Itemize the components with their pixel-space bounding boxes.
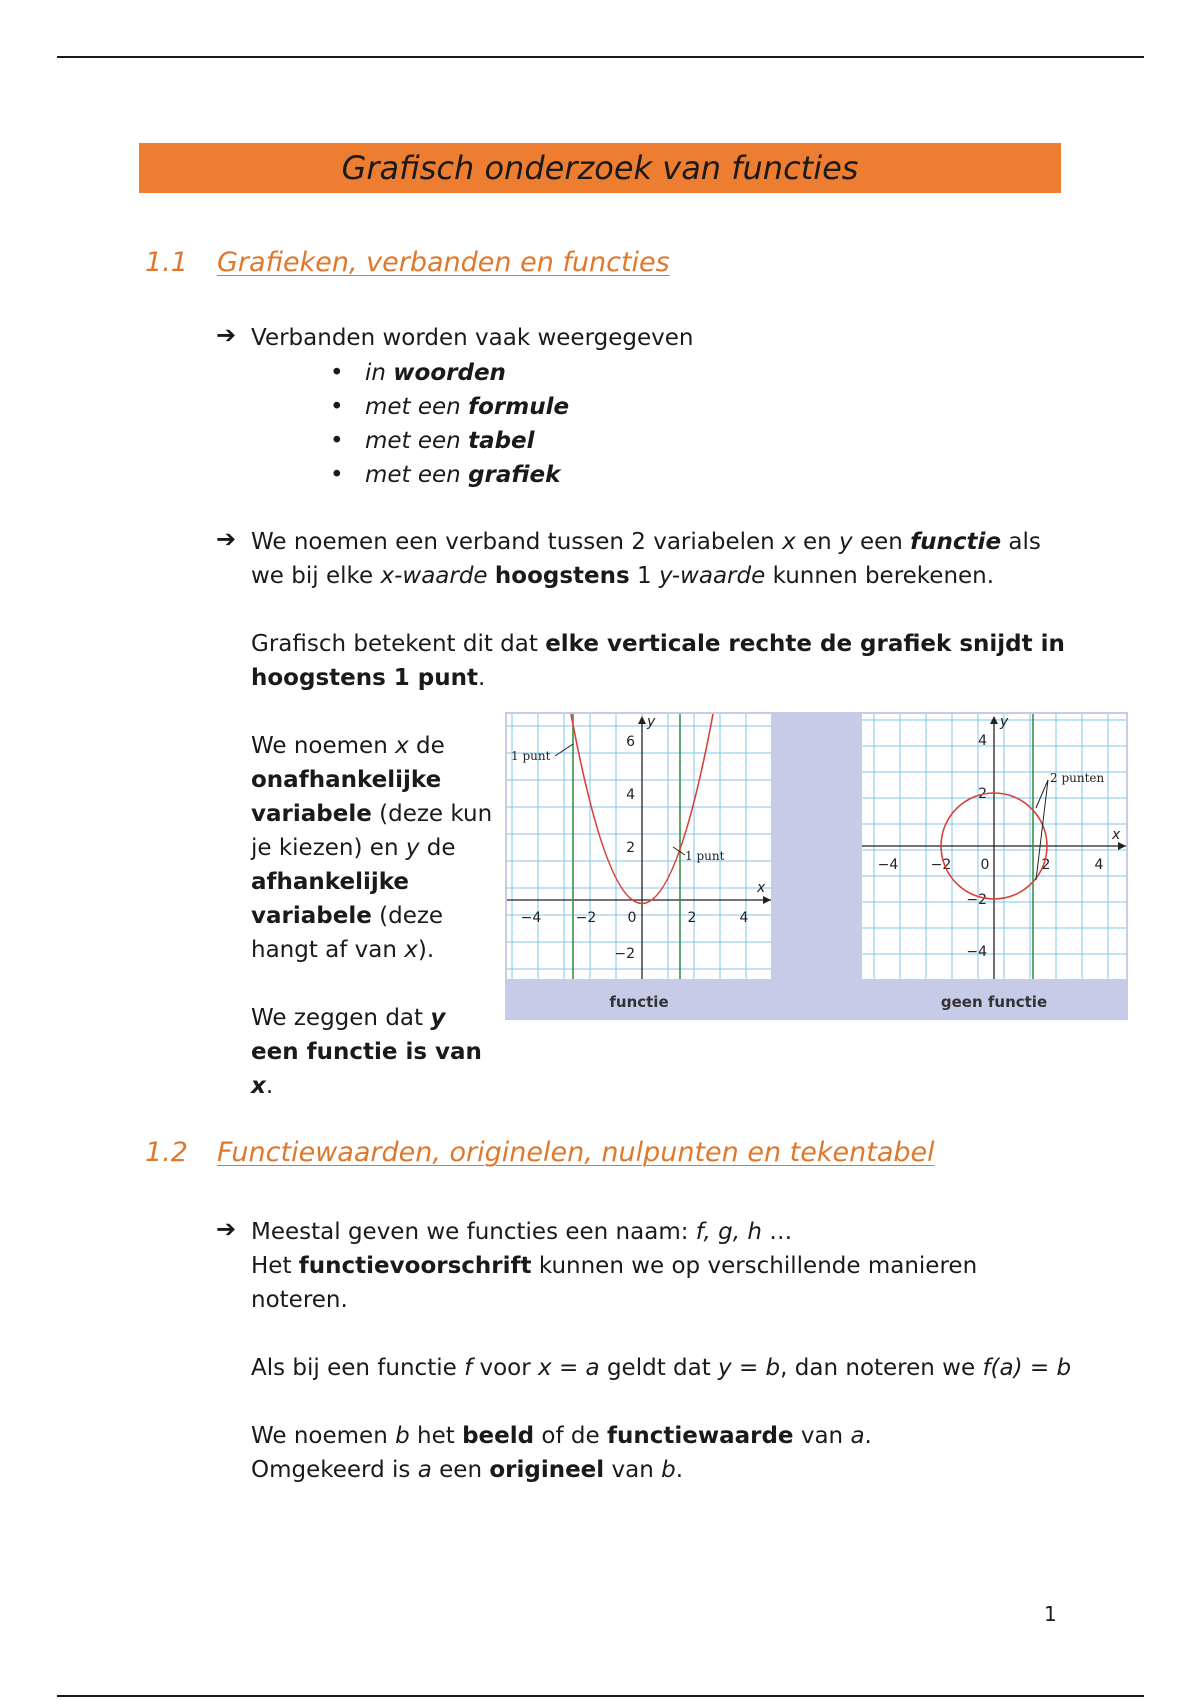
top-rule [57,56,1144,58]
y-tick: 2 [626,840,635,856]
caption-geen-functie: geen functie [940,993,1048,1011]
annotation-1-punt: 1 punt [685,849,725,863]
x-tick: −2 [575,910,597,926]
image-original-definition: We noemen b het beeld of de functiewaarde van a. Omgekeerd is a een origineel van b. [251,1423,872,1483]
graphical-meaning: Grafisch betekent dit dat elke verticale rechte de grafiek snijdt in hoogstens 1 punt. [251,631,1065,691]
intro-text: Verbanden worden vaak weergegeven [251,325,694,351]
y-tick: 6 [626,734,635,750]
section-title: Functiewaarden, originelen, nulpunten en tekentabel [217,1137,935,1168]
x-axis-label: x [757,880,766,896]
function-graphs-figure [505,712,1128,1020]
graph-geen-functie [862,714,1126,979]
arrow-icon: ➔ [216,1215,237,1243]
y-axis-label: y [1000,714,1009,730]
x-tick: −4 [520,910,542,926]
x-tick: −4 [877,857,899,873]
x-tick: 2 [1041,857,1051,873]
caption-functie: functie [609,993,669,1011]
bottom-rule [57,1695,1144,1697]
arrow-icon: ➔ [216,525,237,553]
list-item: • in woorden [330,356,569,390]
y-tick: 2 [978,786,987,802]
list-item: • met een formule [330,390,569,424]
representation-list [330,356,569,492]
section-heading-1-2 [145,1137,935,1168]
x-axis-label: x [1112,827,1121,843]
arrow-icon: ➔ [216,321,237,349]
y-tick: −2 [614,946,635,962]
variables-explanation: We noemen x de onafhankelijke variabele (deze kun je kiezen) en y de afhankelijke variabele (deze hangt af van x). [251,733,493,963]
x-tick: 2 [687,910,697,926]
y-tick: −2 [966,892,987,908]
section-title: Grafieken, verbanden en functies [217,247,670,278]
x-tick: −2 [930,857,952,873]
x-tick: 0 [980,857,990,873]
section-number: 1.1 [145,247,188,278]
y-tick: −4 [966,944,987,960]
y-axis-label: y [647,714,656,730]
function-definition: We noemen een verband tussen 2 variabelen x en y een functie als we bij elke x-waarde hoogstens 1 y-waarde kunnen berekenen. [251,529,1041,589]
section-number: 1.2 [145,1137,188,1168]
x-tick: 0 [627,910,637,926]
x-tick: 4 [739,910,749,926]
section-heading-1-1 [145,247,670,278]
function-of-x-statement: We zeggen dat y een functie is van x. [251,1005,482,1099]
list-item: • met een tabel [330,424,569,458]
list-item: • met een grafiek [330,458,569,492]
notation-statement: Als bij een functie f voor x = a geldt dat y = b, dan noteren we f(a) = b [251,1355,1072,1381]
page-title: Grafisch onderzoek van functies [341,149,859,187]
x-tick: 4 [1094,857,1104,873]
function-naming: Meestal geven we functies een naam: f, g, h … Het functievoorschrift kunnen we op verschillende manieren noteren. [251,1219,978,1313]
annotation-1-punt: 1 punt [511,749,551,763]
graph-functie [507,714,771,979]
y-tick: 4 [626,787,635,803]
page-number: 1 [1044,1602,1057,1626]
title-banner [139,143,1061,193]
y-tick: 4 [978,733,987,749]
annotation-2-punten: 2 punten [1050,771,1105,785]
